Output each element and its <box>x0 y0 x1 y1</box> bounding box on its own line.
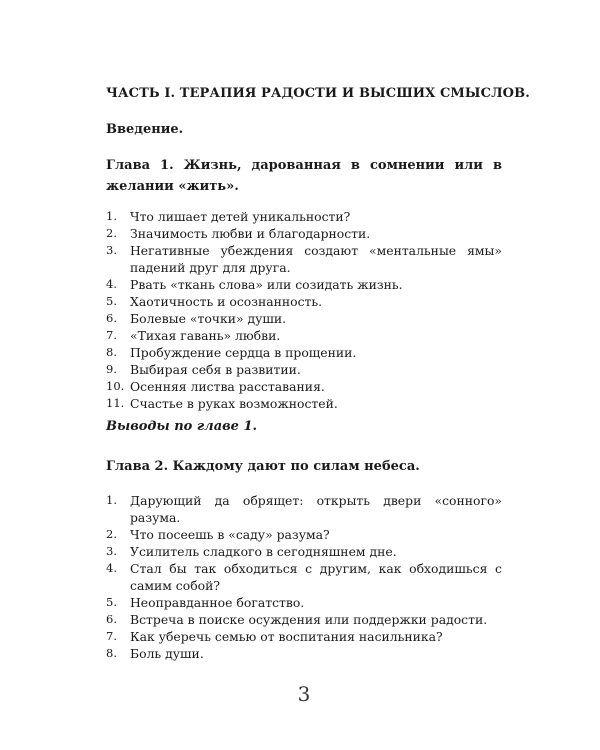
list-item <box>106 344 502 361</box>
list-item-number: 7. <box>106 328 117 342</box>
list-item-text: Счастье в руках возможностей. <box>130 396 338 411</box>
list-item <box>106 526 502 543</box>
list-item-number: 6. <box>106 612 117 626</box>
chapter-2-list <box>106 492 502 662</box>
chapter-1-title: Глава 1. Жизнь, дарованная в сомнении или в желании «жить». <box>106 158 502 194</box>
chapter-2-title: Глава 2. Каждому дают по силам небеса. <box>106 459 420 474</box>
list-item-number: 7. <box>106 629 117 643</box>
list-item-text: «Тихая гавань» любви. <box>130 328 281 343</box>
list-item-text: Значимость любви и благодарности. <box>130 226 371 241</box>
part-title: ЧАСТЬ I. ТЕРАПИЯ РАДОСТИ И ВЫСШИХ СМЫСЛОВ. <box>106 86 530 101</box>
list-item-number: 3. <box>106 243 117 257</box>
introduction-heading: Введение. <box>106 122 184 137</box>
document-page <box>106 0 530 750</box>
list-item-number: 2. <box>106 226 117 240</box>
list-item <box>106 543 502 560</box>
list-item <box>106 242 502 276</box>
list-item-text: Дарующий да обрящет: открыть двери «сонного» разума. <box>130 493 502 525</box>
list-item-text: Что посеешь в «саду» разума? <box>130 527 330 542</box>
list-item-text: Встреча в поиске осуждения или поддержки радости. <box>130 612 488 627</box>
list-item-number: 8. <box>106 646 117 660</box>
list-item <box>106 276 502 293</box>
list-item-number: 5. <box>106 294 117 308</box>
list-item-text: Осенняя листва расставания. <box>130 379 325 394</box>
list-item <box>106 492 502 526</box>
list-item-number: 4. <box>106 561 117 575</box>
list-item-number: 1. <box>106 493 117 507</box>
list-item-text: Выбирая себя в развитии. <box>130 362 301 377</box>
list-item-number: 2. <box>106 527 117 541</box>
list-item-number: 5. <box>106 595 117 609</box>
list-item-text: Хаотичность и осознанность. <box>130 294 323 309</box>
list-item-number: 8. <box>106 345 117 359</box>
list-item <box>106 645 502 662</box>
list-item-number: 11. <box>106 396 125 410</box>
list-item-text: Негативные убеждения создают «ментальные ямы» падений друг для друга. <box>130 243 502 275</box>
list-item-text: Усилитель сладкого в сегодняшнем дне. <box>130 544 397 559</box>
list-item <box>106 310 502 327</box>
list-item-number: 1. <box>106 209 117 223</box>
list-item-text: Что лишает детей уникальности? <box>130 209 351 224</box>
list-item-number: 4. <box>106 277 117 291</box>
list-item <box>106 327 502 344</box>
list-item <box>106 361 502 378</box>
list-item-text: Неоправданное богатство. <box>130 595 305 610</box>
list-item <box>106 378 502 395</box>
list-item-text: Болевые «точки» души. <box>130 311 287 326</box>
list-item-text: Пробуждение сердца в прощении. <box>130 345 357 360</box>
list-item-text: Как уберечь семью от воспитания насильника? <box>130 629 443 644</box>
list-item <box>106 395 502 412</box>
list-item <box>106 594 502 611</box>
list-item <box>106 560 502 594</box>
list-item-text: Рвать «ткань слова» или созидать жизнь. <box>130 277 403 292</box>
list-item-number: 3. <box>106 544 117 558</box>
list-item <box>106 208 502 225</box>
list-item-number: 9. <box>106 362 117 376</box>
list-item <box>106 293 502 310</box>
list-item <box>106 225 502 242</box>
chapter-1-conclusion: Выводы по главе 1. <box>106 419 258 434</box>
list-item <box>106 611 502 628</box>
list-item-text: Боль души. <box>130 646 204 661</box>
list-item <box>106 628 502 645</box>
list-item-number: 6. <box>106 311 117 325</box>
chapter-1-list <box>106 208 502 412</box>
list-item-text: Стал бы так обходиться с другим, как обходишься с самим собой? <box>130 561 502 593</box>
list-item-number: 10. <box>106 379 125 393</box>
page-number: 3 <box>297 682 311 706</box>
